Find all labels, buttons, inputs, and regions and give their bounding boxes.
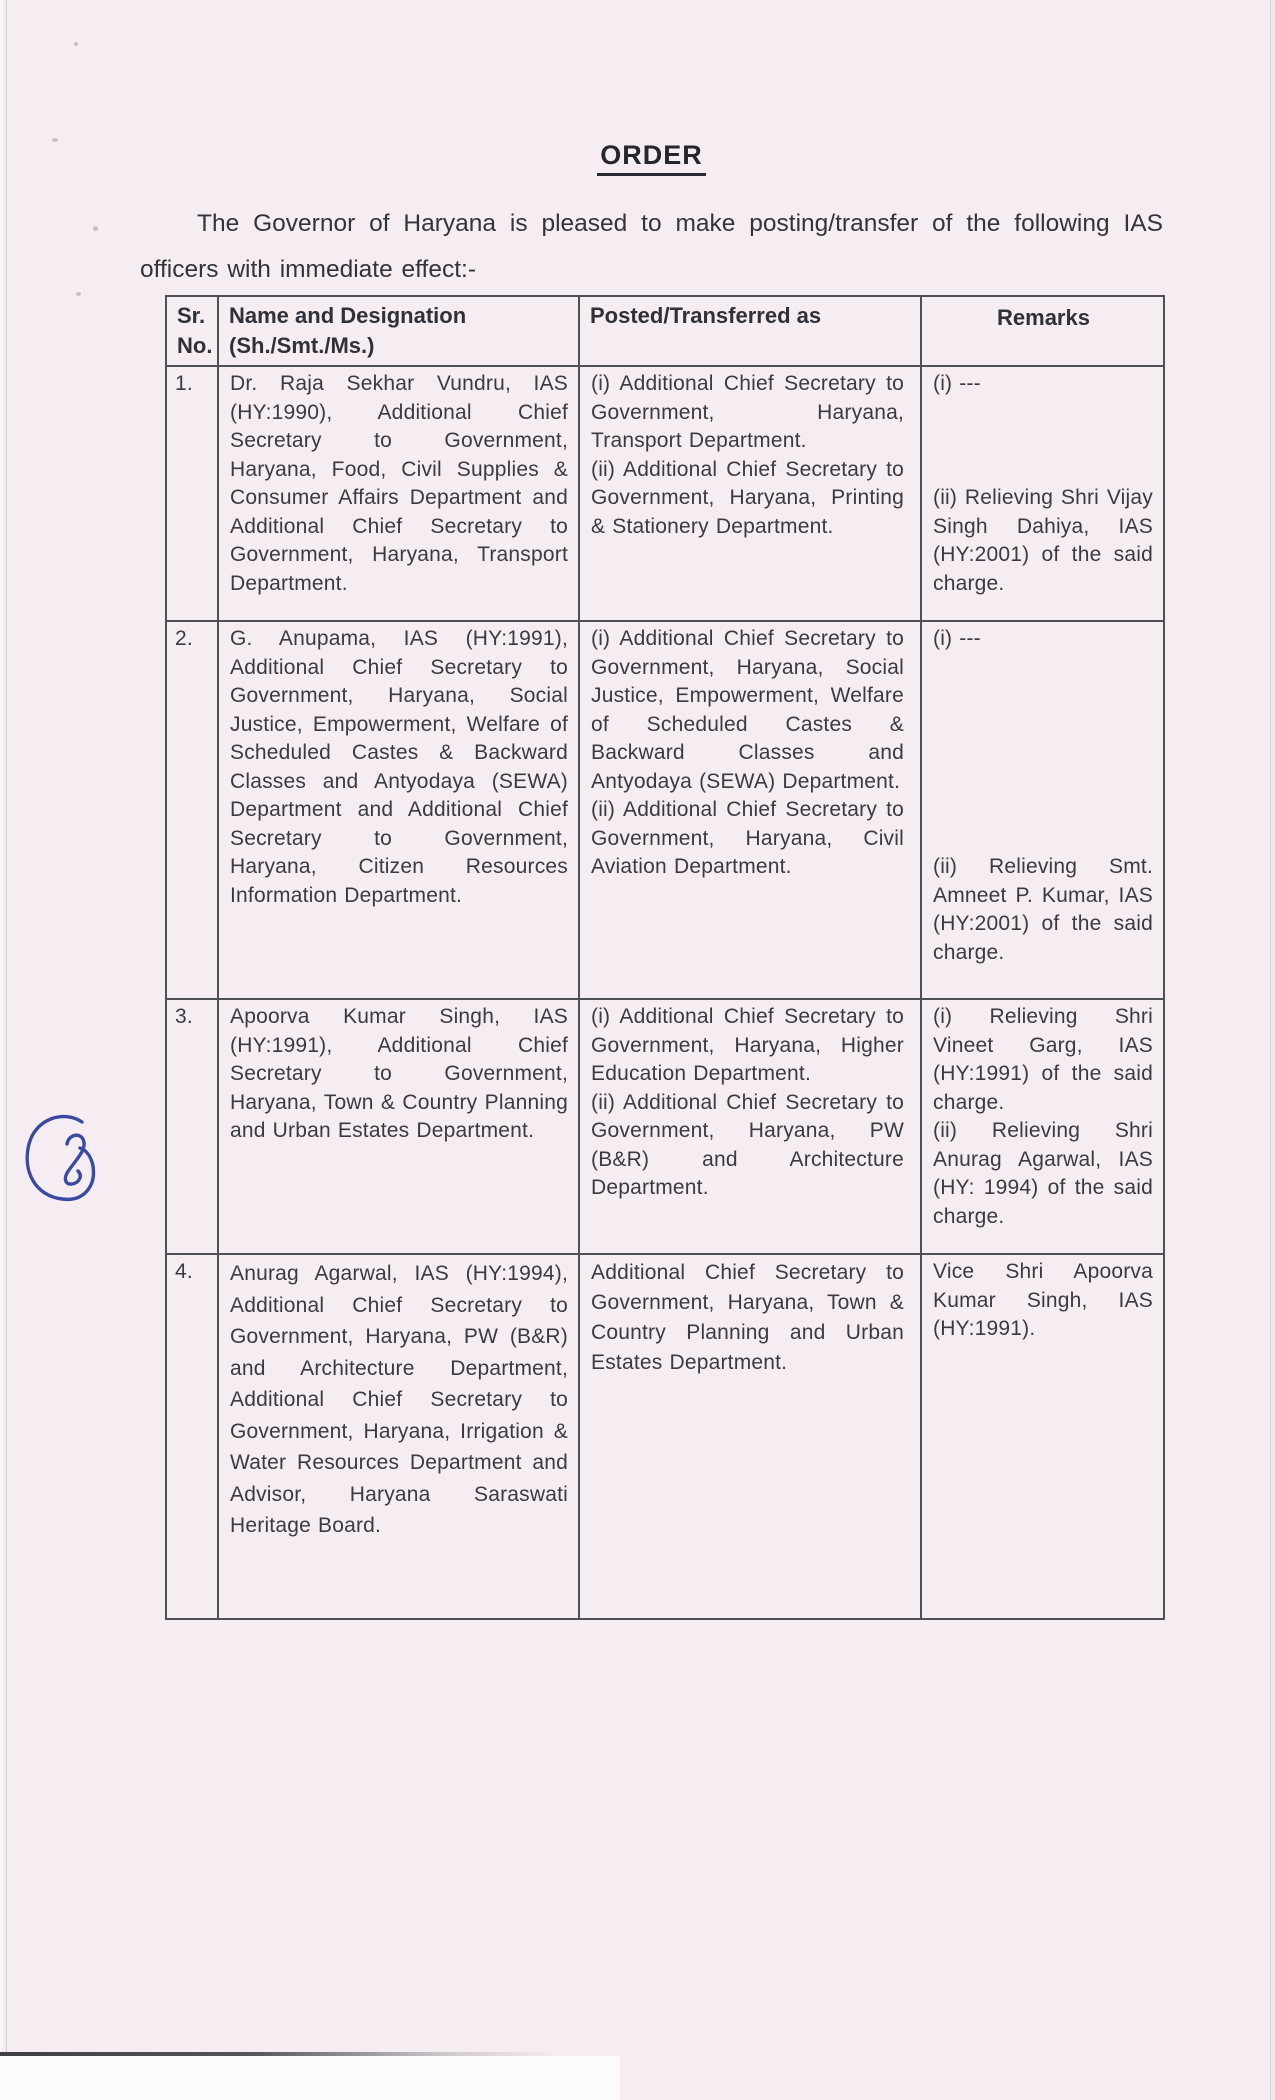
transfer-table [165, 295, 1165, 1620]
cell-paragraph [933, 768, 1153, 797]
scan-bottom-strip [0, 2056, 620, 2100]
cell-paragraph [933, 654, 1153, 683]
cell-paragraph: Dr. Raja Sekhar Vundru, IAS (HY:1990), Additional Chief Secretary to Government, Haryana, Food, Civil Supplies & Consumer Affairs Department and Additional Chief Secretary to Government, Haryana, Transport Department. [230, 372, 568, 595]
header-line: Sr. [177, 303, 206, 328]
cell-paragraph [933, 682, 1153, 711]
cell-sr [166, 1254, 218, 1619]
scan-speck [76, 292, 81, 296]
cell-paragraph: (ii) Relieving Smt. Amneet P. Kumar, IAS (HY:2001) of the said charge. [933, 855, 1153, 964]
cell-paragraph: (ii) Additional Chief Secretary to Government, Haryana, Printing & Stationery Department. [591, 457, 904, 538]
cell-paragraph: 1. [175, 372, 193, 395]
cell-remarks [921, 1254, 1164, 1619]
cell-paragraph: 3. [175, 1005, 193, 1028]
cell-paragraph: 4. [175, 1260, 193, 1283]
column-header-posted-transferred [579, 296, 921, 366]
table-body [166, 366, 1164, 1619]
cell-paragraph: Additional Chief Secretary to Government, Haryana, Town & Country Planning and Urban Estates Department. [591, 1261, 904, 1374]
table-row [166, 366, 1164, 621]
header-line: No. [177, 333, 213, 358]
cell-posted [579, 621, 921, 999]
cell-paragraph [933, 711, 1153, 740]
cell-paragraph [933, 427, 1153, 456]
scan-speck [74, 42, 78, 46]
cell-paragraph: (ii) Relieving Shri Vijay Singh Dahiya, IAS (HY:2001) of the said charge. [933, 486, 1153, 595]
header-line: Name and Designation [229, 303, 467, 328]
intro-paragraph: The Governor of Haryana is pleased to make posting/transfer of the following IAS officers with immediate effect:- [140, 210, 1163, 283]
cell-paragraph: (i) Additional Chief Secretary to Government, Haryana, Social Justice, Empowerment, Welfare of Scheduled Castes & Backward Classes and Antyodaya (SEWA) Department. [591, 627, 904, 793]
cell-paragraph: (ii) Additional Chief Secretary to Government, Haryana, Civil Aviation Department. [591, 798, 904, 878]
cell-paragraph: (i) --- [933, 372, 981, 395]
cell-paragraph [933, 399, 1153, 428]
table-row [166, 1254, 1164, 1619]
cell-sr [166, 999, 218, 1254]
cell-paragraph: (i) Additional Chief Secretary to Government, Haryana, Transport Department. [591, 372, 904, 452]
cell-paragraph: Apoorva Kumar Singh, IAS (HY:1991), Additional Chief Secretary to Government, Haryana, Town & Country Planning and Urban Estates Department. [230, 1005, 568, 1142]
scan-edge-left [0, 0, 7, 2100]
cell-remarks [921, 621, 1164, 999]
cell-sr [166, 621, 218, 999]
cell-paragraph: 2. [175, 627, 193, 650]
cell-remarks [921, 366, 1164, 621]
cell-name [218, 621, 579, 999]
cell-paragraph [933, 739, 1153, 768]
column-header-sr-no [166, 296, 218, 366]
cell-posted [579, 999, 921, 1254]
scan-edge-right [1270, 0, 1275, 2100]
header-line: Posted/Transferred as [590, 303, 822, 328]
handwritten-circled-2-mark [20, 1106, 100, 1211]
cell-paragraph: (i) Relieving Shri Vineet Garg, IAS (HY:1991) of the said charge. [933, 1005, 1153, 1114]
cell-paragraph: (ii) Relieving Shri Anurag Agarwal, IAS (HY: 1994) of the said charge. [933, 1119, 1153, 1228]
header-line: Remarks [997, 305, 1090, 330]
cell-paragraph [933, 796, 1153, 825]
page-title-text: ORDER [597, 140, 706, 176]
table-header [166, 296, 1164, 366]
cell-paragraph: G. Anupama, IAS (HY:1991), Additional Chief Secretary to Government, Haryana, Social Justice, Empowerment, Welfare of Scheduled Castes & Backward Classes and Antyodaya (SEWA) Department and Additional Chief Secretary to Government, Haryana, Citizen Resources Information Department. [230, 627, 568, 907]
column-header-remarks [921, 296, 1164, 366]
table-row [166, 999, 1164, 1254]
cell-posted [579, 1254, 921, 1619]
cell-paragraph: (i) --- [933, 627, 981, 650]
header-line: (Sh./Smt./Ms.) [229, 333, 375, 358]
cell-paragraph [933, 456, 1153, 485]
scan-speck [93, 226, 98, 231]
scan-speck [52, 138, 58, 142]
table-header-row [166, 296, 1164, 366]
cell-sr [166, 366, 218, 621]
page-title [140, 140, 1163, 171]
cell-paragraph: (i) Additional Chief Secretary to Government, Haryana, Higher Education Department. [591, 1005, 904, 1085]
cell-posted [579, 366, 921, 621]
cell-name [218, 1254, 579, 1619]
cell-remarks [921, 999, 1164, 1254]
cell-name [218, 999, 579, 1254]
cell-name [218, 366, 579, 621]
cell-paragraph: Anurag Agarwal, IAS (HY:1994), Additional Chief Secretary to Government, Haryana, PW (B&R) and Architecture Department, Additional Chief Secretary to Government, Haryana, Irrigation & Water Resources Department and Advisor, Haryana Saraswati Heritage Board. [230, 1262, 568, 1537]
column-header-name-designation [218, 296, 579, 366]
cell-paragraph [933, 825, 1153, 854]
table-row [166, 621, 1164, 999]
cell-paragraph: Vice Shri Apoorva Kumar Singh, IAS (HY:1991). [933, 1260, 1153, 1340]
cell-paragraph: (ii) Additional Chief Secretary to Government, Haryana, PW (B&R) and Architecture Department. [591, 1090, 904, 1199]
